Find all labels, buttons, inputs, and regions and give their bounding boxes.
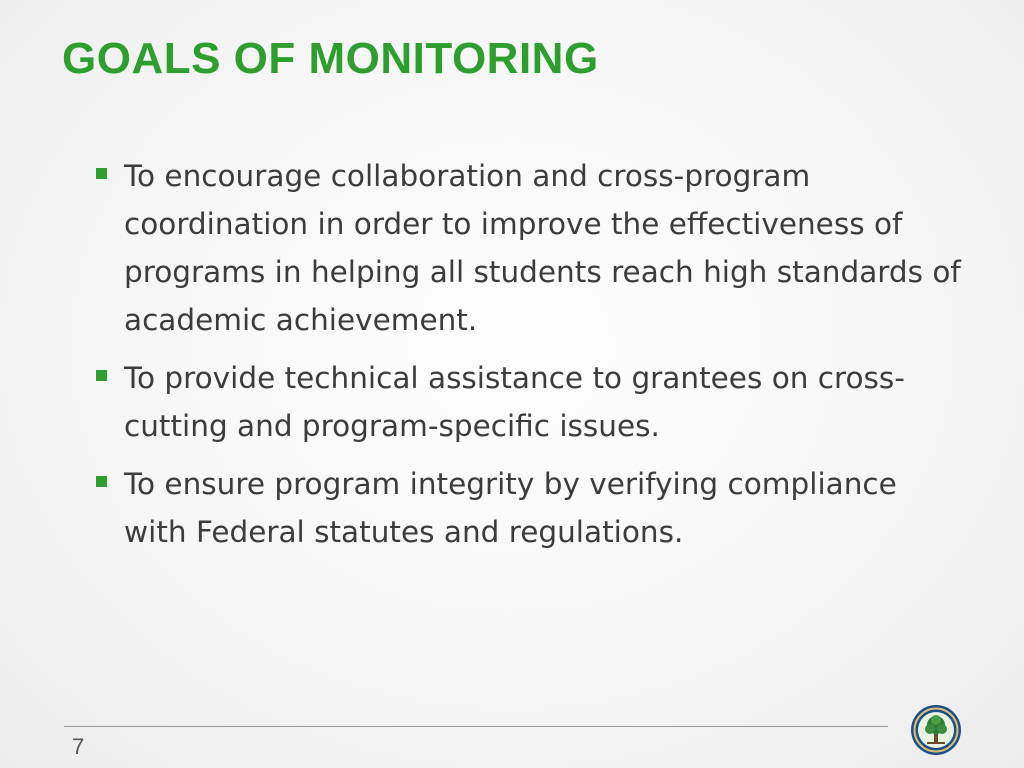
bullet-list (94, 152, 964, 566)
slide-title: GOALS OF MONITORING (62, 34, 599, 83)
bullet-item (94, 354, 964, 450)
bullet-text: To encourage collaboration and cross-program coordination in order to improve the effectiveness of programs in helping all students reach high standards of academic achievement. (124, 159, 961, 337)
square-bullet-icon (96, 476, 107, 487)
square-bullet-icon (96, 370, 107, 381)
bullet-item (94, 152, 964, 344)
footer-divider (64, 726, 888, 727)
department-of-education-seal-icon (910, 704, 962, 756)
bullet-text: To provide technical assistance to grantees on cross-cutting and program-specific issues. (124, 361, 905, 443)
square-bullet-icon (96, 168, 107, 179)
bullet-text: To ensure program integrity by verifying compliance with Federal statutes and regulations. (124, 467, 897, 549)
bullet-item (94, 460, 964, 556)
page-number: 7 (72, 734, 85, 759)
